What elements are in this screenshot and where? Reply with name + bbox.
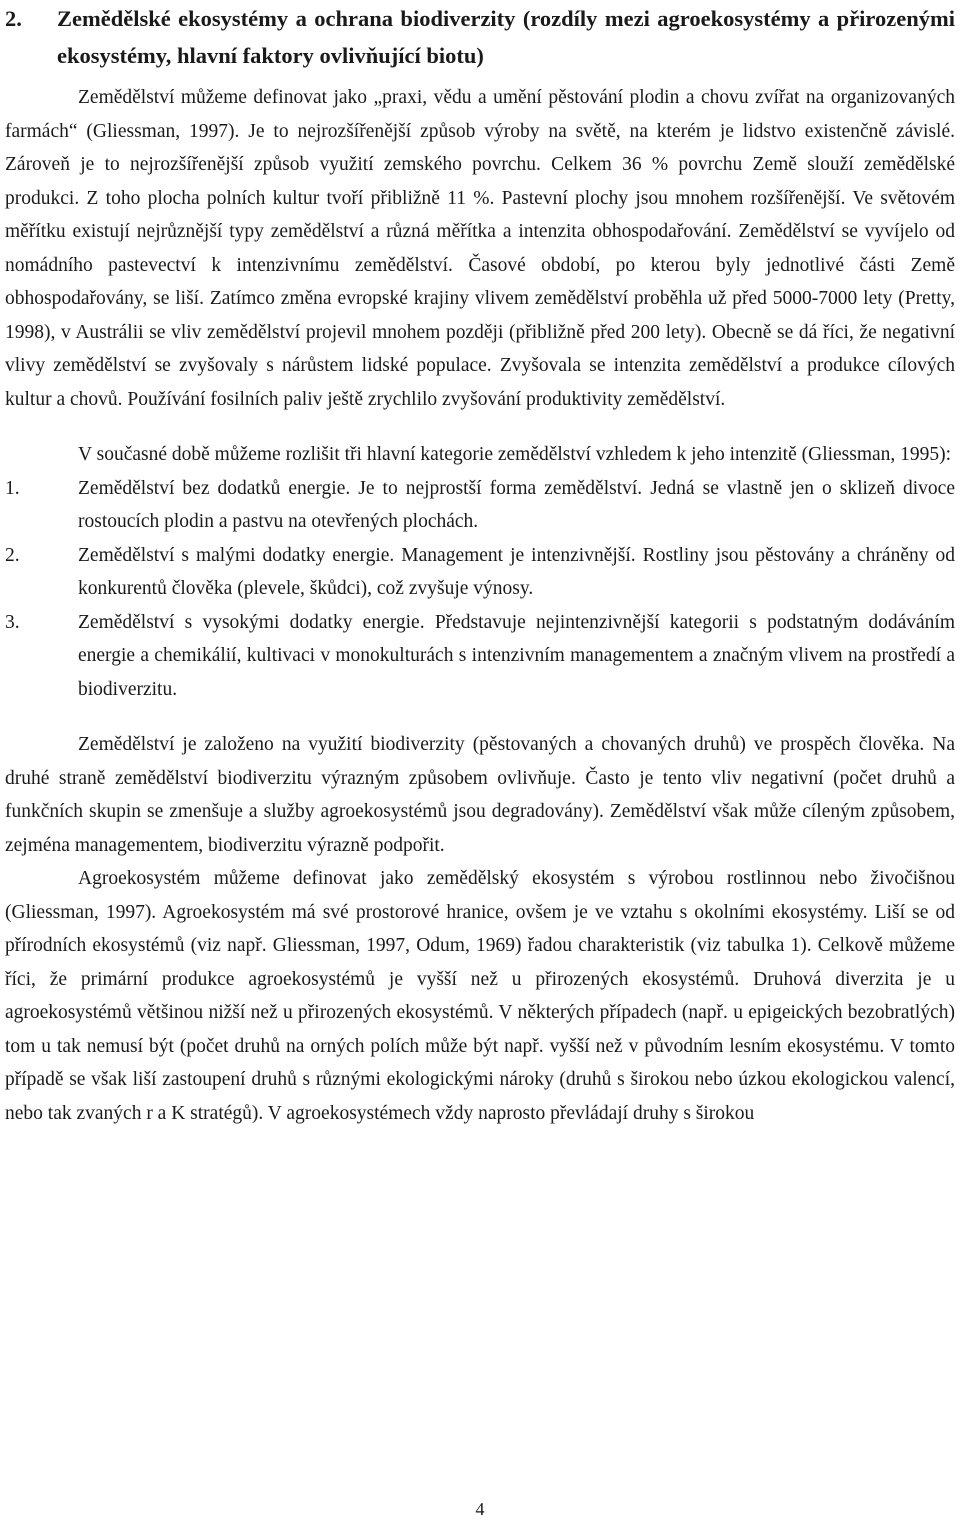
- paragraph-agriculture-definition: Zemědělství můžeme definovat jako „praxi, vědu a umění pěstování plodin a chovu zvířat na organizovaných farmách“ (Gliessman, 1997). Je to nejrozšířenější způsob výroby na světě, na kterém je lidstvo existenčně závislé. Zároveň je to nejrozšířenější způsob využití zemského povrchu. Celkem 36 % povrchu Země slouží zemědělské produkci. Z toho plocha polních kultur tvoří přibližně 11 %. Pastevní plochy jsou mnohem rozšířenější. Ve světovém měřítku existují nejrůznější typy zemědělství a různá měřítka a intenzita obhospodařování. Zemědělství se vyvíjelo od nomádního pastevectví k intenzivnímu zemědělství. Časové období, po kterou byly jednotlivé části Země obhospodařovány, se liší. Zatímco změna evropské krajiny vlivem zemědělství proběhla už před 5000-7000 lety (Pretty, 1998), v Austrálii se vliv zemědělství projevil mnohem později (přibližně před 200 lety). Obecně se dá říci, že negativní vlivy zemědělství se zvyšovaly s nárůstem lidské populace. Zvyšovala se intenzita zemědělství a produkce cílových kultur a chovů. Používání fosilních paliv ještě zrychlilo zvyšování produktivity zemědělství.: [5, 87, 955, 410]
- section-number: 2.: [5, 6, 22, 31]
- list-item: [5, 606, 955, 707]
- list-item-number: 2.: [5, 544, 20, 566]
- page-number: 4: [475, 1499, 485, 1519]
- section-heading: [5, 0, 955, 74]
- list-item: [5, 472, 955, 539]
- list-item-number: 1.: [5, 477, 20, 499]
- list-item-text: Zemědělství s malými dodatky energie. Management je intenzivnější. Rostliny jsou pěstovány a chráněny od konkurentů člověka (plevele, škůdci), což zvyšuje výnosy.: [78, 544, 955, 599]
- list-item-text: Zemědělství s vysokými dodatky energie. Představuje nejintenzivnější kategorii s podstatným dodáváním energie a chemikálií, kultivaci v monokulturách s intenzivním managementem a značným vlivem na prostředí a biodiverzitu.: [78, 611, 955, 700]
- paragraph-agroecosystem-definition: Agroekosystém můžeme definovat jako zemědělský ekosystém s výrobou rostlinnou nebo živočišnou (Gliessman, 1997). Agroekosystém má své prostorové hranice, ovšem je ve vztahu s okolními ekosystémy. Liší se od přírodních ekosystémů (viz např. Gliessman, 1997, Odum, 1969) řadou charakteristik (viz tabulka 1). Celkově můžeme říci, že primární produkce agroekosystémů je vyšší než u přirozených ekosystémů. Druhová diverzita je u agroekosystémů většinou nižší než u přirozených ekosystémů. V některých případech (např. u epigeických bezobratlých) tom u tak nemusí být (počet druhů na orných polích může být např. vyšší než v původním lesním ekosystému. V tomto případě se však liší zastoupení druhů s různými ekologickými nároky (druhů s širokou nebo úzkou ekologickou valencí, nebo tak zvaných r a K stratégů). V agroekosystémech vždy naprosto převládají druhy s širokou: [5, 868, 955, 1124]
- list-item-number: 3.: [5, 611, 20, 633]
- list-item: [5, 539, 955, 606]
- document-page: [5, 0, 955, 1130]
- section-title: Zemědělské ekosystémy a ochrana biodiverzity (rozdíly mezi agroekosystémy a přirozenými ekosystémy, hlavní faktory ovlivňující biotu): [57, 6, 955, 68]
- list-item-text: Zemědělství bez dodatků energie. Je to nejprostší forma zemědělství. Jedná se vlastně jen o sklizeň divoce rostoucích plodin a pastvu na otevřených plochách.: [78, 477, 955, 532]
- category-list: [5, 472, 955, 707]
- paragraph-categories-intro: V současné době můžeme rozlišit tři hlavní kategorie zemědělství vzhledem k jeho intenzitě (Gliessman, 1995):: [78, 444, 952, 465]
- paragraph-biodiversity-use: Zemědělství je založeno na využití biodiverzity (pěstovaných a chovaných druhů) ve prospěch člověka. Na druhé straně zemědělství biodiverzitu výrazným způsobem ovlivňuje. Často je tento vliv negativní (počet druhů a funkčních skupin se zmenšuje a služby agroekosystémů jsou degradovány). Zemědělství však může cíleným způsobem, zejména managementem, biodiverzitu výrazně podpořit.: [5, 734, 955, 856]
